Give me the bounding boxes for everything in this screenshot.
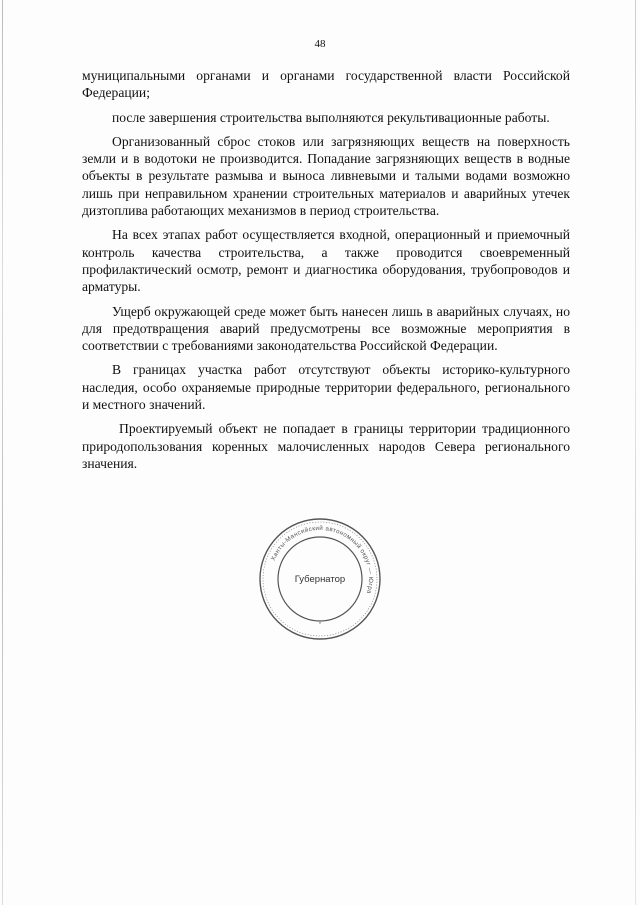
seal-center-text: Губернатор: [294, 574, 346, 585]
paragraph-2: после завершения строительства выполняются рекультивационные работы.: [112, 109, 550, 125]
document-body: [82, 67, 570, 479]
paragraph-7: Проектируемый объект не попадает в границы территории традиционного природопользования коренных малочисленных народов Севера регионального значения.: [82, 421, 570, 471]
paragraph-1: муниципальными органами и органами государственной власти Российской Федерации;: [82, 68, 570, 101]
page-number: 48: [314, 38, 326, 50]
paragraph-3: Организованный сброс стоков или загрязняющих веществ на поверхность земли и в водотоки не производится. Попадание загрязняющих веществ в водные объекты в результате размыва и выноса ливневыми и талыми водами возможно лишь при неправильном хранении строительных материалов и аварийных утечек дизтоплива работающих механизмов в период строительства.: [82, 133, 570, 219]
seal-star-mark: *: [319, 622, 321, 628]
seal-ring-text: Ханты-Мансийский автономный округ — Югра: [269, 524, 375, 595]
paragraph-5: Ущерб окружающей среде может быть нанесен лишь в аварийных случаях, но для предотвращения аварий предусмотрены все возможные мероприятия в соответствии с требованиями законодательства Российской Федерации.: [82, 303, 570, 354]
seal-graphic: [258, 517, 382, 641]
paragraph-4: На всех этапах работ осуществляется входной, операционный и приемочный контроль качества строительства, а также проводится своевременный профилактический осмотр, ремонт и диагностика оборудования, трубопроводов и арматуры.: [82, 227, 570, 295]
official-seal: [258, 517, 382, 641]
scan-edge-right: [635, 0, 636, 905]
paragraph-6: В границах участка работ отсутствуют объекты историко-культурного наследия, особо охраняемые природные территории федерального, регионального и местного значений.: [82, 362, 570, 413]
scan-edge-left: [2, 0, 3, 905]
